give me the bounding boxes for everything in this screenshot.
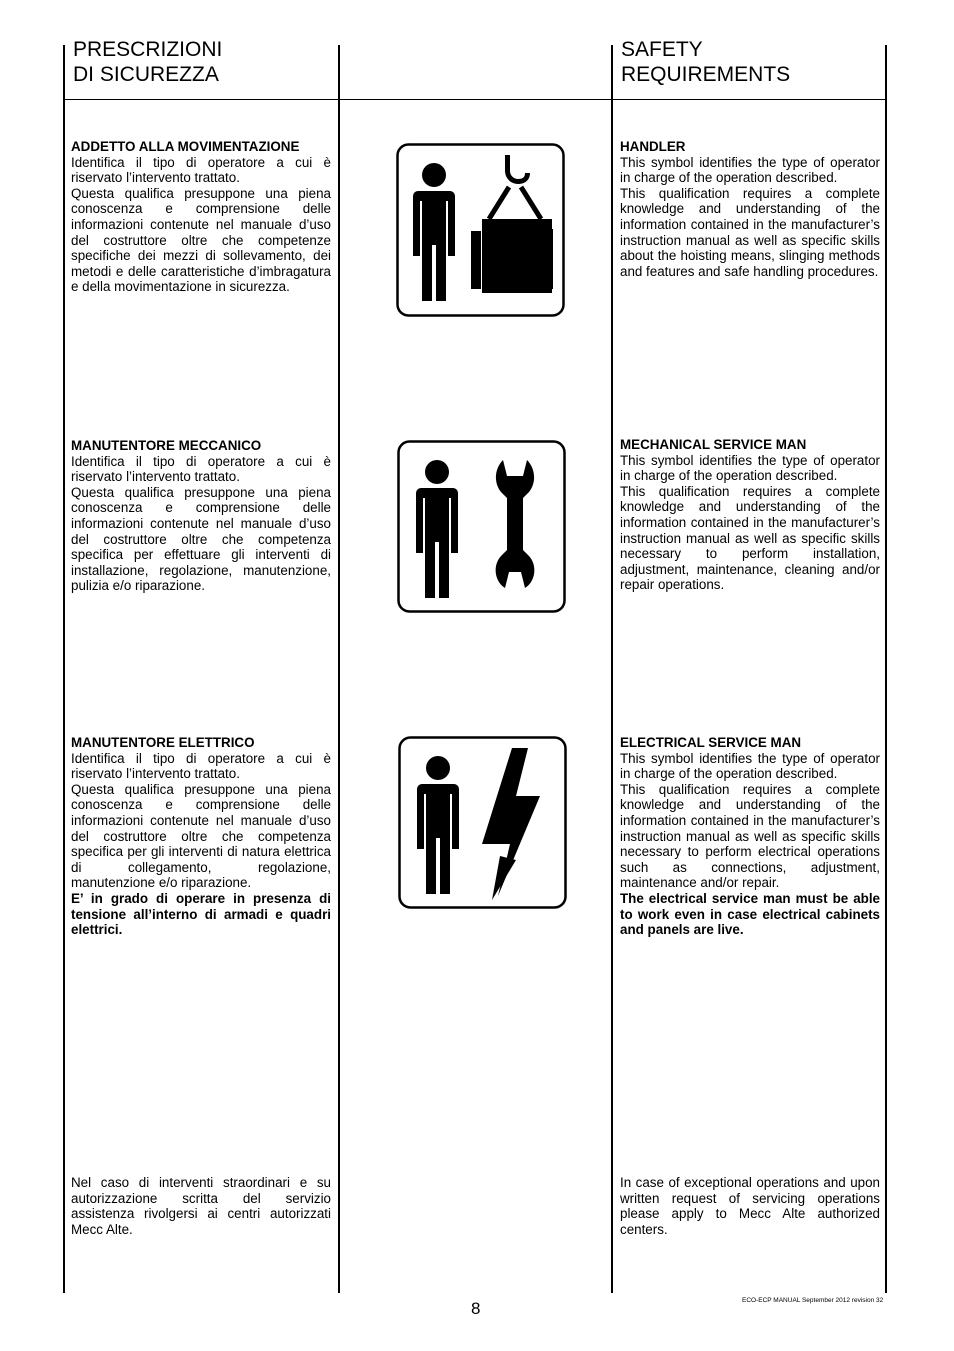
paragraph: Identifica il tipo di operatore a cui è riservato l’intervento trattato. xyxy=(71,750,331,782)
right-column-border xyxy=(885,45,887,1293)
section-title: MECHANICAL SERVICE MAN xyxy=(620,437,807,452)
paragraph: Questa qualifica presuppone una piena conoscenza e comprensione delle informazioni contenute nel manuale d’uso del costruttore oltre che competenze specifiche dei mezzi di sollevamento, dei metodi e delle caratteristiche d’imbragatura e della movimentazione in sicurezza. xyxy=(71,185,331,295)
italian-electrical-text xyxy=(71,735,331,938)
paragraph: Questa qualifica presuppone una piena conoscenza e comprensione delle informazioni contenute nel manuale d’uso del costruttore oltre che competenza specifica per effettuare gli interventi di installazione, regolazione, manutenzione, pulizia e/o riparazione. xyxy=(71,484,331,594)
paragraph: This qualification requires a complete knowledge and understanding of the information contained in the manufacturer’s instruction manual as well as specific skills about the hoisting means, slinging methods and features and safe handling procedures. xyxy=(620,185,880,279)
italian-mechanical-text xyxy=(71,438,331,594)
paragraph: This symbol identifies the type of operator in charge of the operation described. xyxy=(620,154,880,186)
section-title: HANDLER xyxy=(620,139,686,154)
section-title: ADDETTO ALLA MOVIMENTAZIONE xyxy=(71,139,300,154)
paragraph: Identifica il tipo di operatore a cui è riservato l’intervento trattato. xyxy=(71,154,331,186)
paragraph: This qualification requires a complete knowledge and understanding of the information contained in the manufacturer’s instruction manual as well as specific skills necessary to perform electrical operations such as connections, adjustment, maintenance and/or repair. xyxy=(620,781,880,891)
electrician-lightning-icon xyxy=(398,736,568,910)
header-divider xyxy=(63,99,887,100)
paragraph: Questa qualifica presuppone una piena conoscenza e comprensione delle informazioni contenute nel manuale d’uso del costruttore oltre che competenza specifica per gli interventi di natura elettrica di collegamento, regolazione, manutenzione e/o riparazione. xyxy=(71,781,331,891)
mechanic-wrench-icon xyxy=(397,440,567,614)
handler-hoist-icon xyxy=(396,143,566,318)
italian-closing-note xyxy=(71,1175,331,1237)
paragraph: This qualification requires a complete knowledge and understanding of the information contained in the manufacturer’s instruction manual as well as specific skills necessary to perform installation, adjustment, maintenance, cleaning and/or repair operations. xyxy=(620,483,880,593)
italian-handler-text xyxy=(71,139,331,295)
italian-title-line-2: DI SICUREZZA xyxy=(73,63,219,86)
english-page-title xyxy=(621,37,790,87)
english-title-line-2: REQUIREMENTS xyxy=(621,63,791,86)
left-column-border xyxy=(63,45,65,1293)
english-title-line-1: SAFETY xyxy=(621,38,703,61)
middle-right-column-border xyxy=(611,45,613,1293)
english-handler-text xyxy=(620,139,880,279)
section-title: MANUTENTORE ELETTRICO xyxy=(71,735,255,750)
middle-left-column-border xyxy=(338,45,340,1293)
warning-paragraph: The electrical service man must be able to work even in case electrical cabinets and panels are live. xyxy=(620,890,880,938)
english-mechanical-text xyxy=(620,437,880,593)
manual-reference: ECO-ECP MANUAL September 2012 revision 32 xyxy=(742,1297,884,1304)
paragraph: This symbol identifies the type of operator in charge of the operation described. xyxy=(620,750,880,782)
section-title: ELECTRICAL SERVICE MAN xyxy=(620,735,802,750)
paragraph: In case of exceptional operations and upon written request of servicing operations please apply to Mecc Alte authorized centers. xyxy=(620,1175,880,1237)
page-number: 8 xyxy=(471,1299,481,1318)
paragraph: Identifica il tipo di operatore a cui è riservato l’intervento trattato. xyxy=(71,453,331,485)
section-title: MANUTENTORE MECCANICO xyxy=(71,438,262,453)
paragraph: Nel caso di interventi straordinari e su autorizzazione scritta del servizio assistenza rivolgersi ai centri autorizzati Mecc Alte. xyxy=(71,1175,331,1237)
italian-title-line-1: PRESCRIZIONI xyxy=(73,38,223,61)
english-electrical-text xyxy=(620,735,880,938)
italian-page-title xyxy=(73,37,222,87)
english-closing-note xyxy=(620,1175,880,1237)
warning-paragraph: E’ in grado di operare in presenza di tensione all’interno di armadi e quadri elettrici. xyxy=(71,890,331,938)
paragraph: This symbol identifies the type of operator in charge of the operation described. xyxy=(620,452,880,484)
